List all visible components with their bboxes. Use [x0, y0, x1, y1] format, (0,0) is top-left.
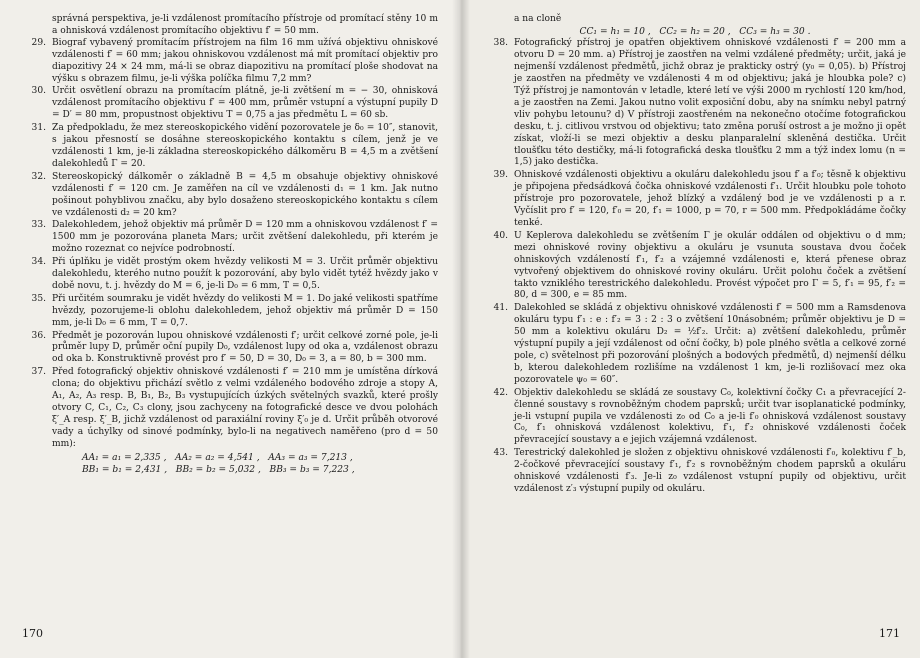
problem-33: 33. Dalekohledem, jehož objektiv má průměr D = 120 mm a ohniskovou vzdálenost f′ = 1500 mm je pozorována planeta Mars; určit zvětšení dalekohledu, při kterém je možno rozeznat co nejvíce podrobností. — [31, 220, 438, 255]
page-number-left: 170 — [22, 627, 43, 640]
problem-36: 36. Předmět je pozorován lupou ohniskové vzdálenosti f′; určit celkové zorné pole, je-li průměr lupy D, průměr oční pupily D₀, vzdálenost lupy od oka a, vzdálenost obrazu od oka b. Konstruktivně provést pro f′ = 50, D = 30, D₀ = 3, a = 80, b = 300 mm. — [31, 330, 438, 365]
lead-equation: CC₁ = h₁ = 10 , CC₂ = h₂ = 20 , CC₃ = h₃ = 30 . — [579, 26, 811, 37]
problem-35: 35. Při určitém soumraku je vidět hvězdy do velikosti M = 1. Do jaké velikosti spatříme hvězdy, pozorujeme-li oblohu dalekohledem, jehož objektiv má průměr D = 150 mm, je-li D₀ = 6 mm, T = 0,7. — [31, 293, 438, 328]
page-number-right: 171 — [879, 627, 900, 640]
problem-42: 42. Objektiv dalekohledu se skládá ze soustavy C₀, kolektivní čočky C₁ a převracející 2-členné soustavy s rovnoběžným chodem paprsků; určit tvar isoplanatické podmínky, je-li vstupní pupila ve vzdálenosti z₀ od C₀ a je-li f′₀ ohnisková vzdálenost soustavy C₀, f′₁ ohnisková vzdálenost kolektivu, f′₁, f′₂ ohniskové vzdálenosti čoček převracející soustavy a e jejich vzájemná vzdálenost. — [493, 387, 906, 446]
problem-38: 38. Fotografický přístroj je opatřen objektivem ohniskové vzdálenosti f′ = 200 mm a otvoru D = 20 mm. a) Přístroj je zaostřen na velmi vzdálené předměty; určit, jaká je nejmenší vzdálenost předmětů, jichž obraz je prakticky ostrý (y₀ = 0,05). b) Přístroj je zaostřen na předměty ve vzdálenosti 4 m od objektivu; jaká je hloubka pole? c) Týž přístroj je namontován v letadle, které letí ve výši 2000 m rychlostí 120 km/hod, a je zaostřen na Zemi. Jakou nutno volit exposiční dobu, aby na snímku nebyl patrný vliv pohybu letounu? d) V přístroji zaostřeném na nekonečno otočíme fotografickou desku, t. j. citlivou vrstvou od objektivu; tato změna poruší ostrost a je možno ji opět získat, vloží-li se mezi objektiv a desku planparalelní skleněná destička. Určit tloušťku této destičky, má-li fotografická deska tloušťku 2 mm a týž index lomu (n = 1,5) jako destička. — [493, 38, 906, 168]
problem-41: 41. Dalekohled se skládá z objektivu ohniskové vzdálenosti f′ = 500 mm a Ramsdenova okuláru typu f′₁ : e : f′₂ = 3 : 2 : 3 o zvětšení 10násobném; průměr objektivu je D = 50 mm a kolektivu okuláru D₂ = ½f′₂. Určit: a) zvětšení dalekohledu, průměr výstupní pupily a její vzdálenost od oční čočky, b) pole plného světla a celkové zorné pole, c) světelnost při pozorování plošných a bodových předmětů, d) nejmenší délku b, kterou dalekohledem rozlišíme na vzdálenost 1 km, je-li rozlišovací mez oka pozorovatele ψ₀ = 60″. — [493, 303, 906, 385]
problem-37: 37. Před fotografický objektiv ohniskové vzdálenosti f′ = 210 mm je umístěna dírková clona; do objektivu přichází světlo z velmi vzdáleného bodového zdroje a stopy A, A₁, A₂, A₃ resp. B, B₁, B₂, B₃ vystupujících úzkých světelných svazků, které prošly otvory C, C₁, C₂, C₃ clony, jsou zachyceny na fotografické desce ve dvou polohách ξ′_A resp. ξ′_B, jichž vzdálenost od paraxiální roviny ξ′₀ je d. Určit průběh otvorové vady a úchylky od sinové podmínky, bylo-li na negativech naměřeno (pro d = 50 mm): — [31, 367, 438, 449]
problem-32: 32. Stereoskopický dálkoměr o základně B = 4,5 m obsahuje objektivy ohniskové vzdálenosti f′ = 120 cm. Je zaměřen na cíl ve vzdálenosti d₁ = 1 km. Jak nutno pošinout pohyblivou značku, aby bylo dosaženo stereoskopického kontaktu s cílem ve vzdálenosti d₂ = 20 km? — [31, 171, 438, 218]
right-page — [460, 0, 920, 658]
equation-line-b: BB₁ = b₁ = 2,431 , BB₂ = b₂ = 5,032 , BB₃ = b₃ = 7,223 , — [82, 465, 355, 476]
problem-31: 31. Za předpokladu, že mez stereoskopického vidění pozorovatele je δ₀ = 10″, stanovit, s jakou přesností se dosáhne stereoskopického kontaktu s cílem, jenž je ve vzdálenosti 1 km, je-li základna stereoskopického dálkoměru B = 4,5 m a zvětšení dalekohledů Γ = 20. — [31, 123, 438, 169]
problem-list-right — [484, 38, 906, 495]
continuation-text: správná perspektiva, je-li vzdálenost promítacího přístroje od promítací stěny 10 m a ohnisková vzdálenost promítacího objektivu f′ = 50 mm. — [52, 14, 438, 36]
problem-30: 30. Určit osvětlení obrazu na promítacím plátně, je-li zvětšení m = − 30, ohnisková vzdálenost promítacího objektivu f′ = 400 mm, průměr vstupní a výstupní pupily D = D′ = 80 mm, propustnost objektivu T = 0,75 a jas předmětu L = 60 sb. — [31, 86, 438, 121]
problem-list-left — [22, 38, 438, 451]
problem-39: 39. Ohniskové vzdálenosti objektivu a okuláru dalekohledu jsou f′ a f′₀; těsně k objektivu je připojena předsádková čočka ohniskové vzdálenosti f′₁. Určit hloubku pole tohoto přístroje pro pozorovatele, jehož blízký a vzdálený bod je ve vzdálenosti p a r. Vyčíslit pro f′ = 120, f′₀ = 20, f′₁ = 1000, p = 70, r = 500 mm. Předpokládáme čočky tenké. — [493, 170, 906, 228]
problem-40: 40. U Keplerova dalekohledu se zvětšením Γ je okulár oddálen od objektivu o d mm; mezi ohniskové roviny objektivu a okuláru je vsunuta soustava dvou čoček ohniskových vzdáleností f′₁, f′₂ a vzájemné vzdálenosti e, která přenese obraz vytvořený objektivem do ohniskové roviny okuláru. Určit polohu čoček a zvětšení takto vzniklého terestrického dalekohledu. Provést výpočet pro Γ = 5, f′₁ = 95, f′₂ = 80, d = 300, e = 85 mm. — [493, 230, 906, 301]
problem-43: 43. Terestrický dalekohled je složen z objektivu ohniskové vzdálenosti f′₀, kolektivu f′_b, 2-čočkové převracející soustavy f′₁, f′₂ s rovnoběžným chodem paprsků a okuláru ohniskové vzdálenosti f′₃. Je-li z₀ vzdálenost vstupní pupily od objektivu, určit vzdálenost z′₃ výstupní pupily od okuláru. — [493, 448, 906, 494]
problem-29: 29. Biograf vybavený promítacím přístrojem na film 16 mm užívá objektivu ohniskové vzdálenosti f′ = 60 mm; jakou ohniskovou vzdálenost má mít promítací objektiv pro diapozitivy 24 × 24 mm, má-li se obraz diapozitivu na promítací ploše shodovat na výšku s obrazem filmu, je-li výška políčka filmu 7,2 mm? — [31, 37, 438, 84]
lead-text: a na cloně — [514, 14, 562, 24]
equation-line-a: AA₁ = a₁ = 2,335 , AA₂ = a₂ = 4,541 , AA₃ = a₃ = 7,213 , — [82, 452, 353, 463]
problem-34: 34. Při úplňku je vidět prostým okem hvězdy velikosti M = 3. Určit průměr objektivu dalekohledu, kterého nutno použít k pozorování, aby bylo vidět tytéž hvězdy jako v době novu, t. j. hvězdy do M = 6, je-li D₀ = 6 mm, T = 0,5. — [31, 257, 438, 291]
